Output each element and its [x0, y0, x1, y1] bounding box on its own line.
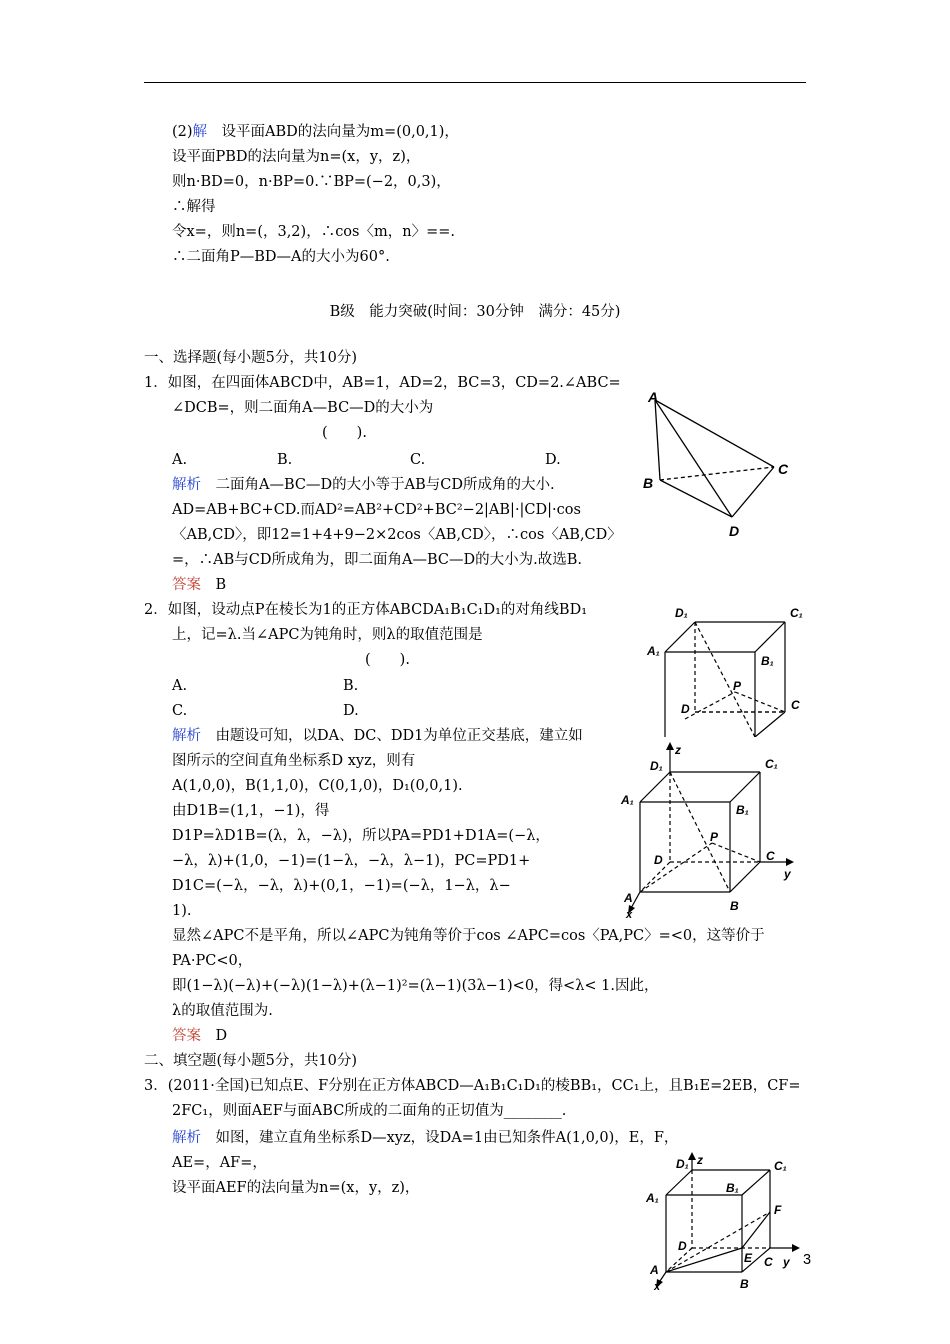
label-d: D	[681, 702, 690, 716]
q1-answer: B	[215, 577, 227, 593]
label-c1: C₁	[774, 1159, 787, 1173]
q3-line2: 2FC₁，则面AEF与面ABC所成的二面角的正切值为________.	[172, 1103, 567, 1119]
edge-ad	[655, 400, 732, 517]
label-d1: D₁	[650, 759, 663, 773]
label-y: y	[784, 867, 791, 881]
label-z: z	[697, 1153, 703, 1167]
q2-explain-line6: −λ，λ)+(1,0，−1)=(1−λ，−λ，λ−1)，PC=PD1+	[172, 853, 531, 869]
q2-option-a: A.	[172, 678, 188, 694]
edge-bd	[660, 480, 732, 517]
q2-explain-line9: 显然∠APC不是平角，所以∠APC为钝角等价于cos ∠APC=cos〈PA,PC〉=<0，这等价于	[172, 928, 765, 944]
label-d1: D₁	[676, 1157, 689, 1171]
label-z: z	[675, 743, 681, 757]
q2-paren: ( ).	[365, 652, 410, 668]
q1-line2: ∠DCB=，则二面角A—BC—D的大小为	[172, 400, 434, 416]
label-a: A	[624, 891, 633, 905]
q3-explain-text1: 如图，建立直角坐标系D—xyz，设DA=1由已知条件A(1,0,0)，E，F，	[215, 1130, 679, 1146]
q1-option-b: B.	[277, 452, 293, 468]
edge-ab	[655, 400, 660, 480]
label-d: D	[678, 1239, 687, 1253]
label-e: E	[744, 1251, 753, 1265]
label-c: C	[766, 849, 775, 863]
q3-explain-line1	[172, 1128, 678, 1148]
q2-explain-line1	[172, 726, 583, 746]
part2-line3: 则n·BD=0，n·BP=0.∵BP=(−2，0,3)，	[172, 174, 451, 190]
q3-explain-line3: 设平面AEF的法向量为n=(x，y，z)，	[172, 1180, 420, 1196]
label-b: B	[643, 475, 654, 491]
q2-explain-text1: 由题设可知，以DA、DC、DD1为单位正交基底，建立如	[215, 728, 583, 744]
label-d: D	[654, 853, 663, 867]
q1-option-a: A.	[172, 452, 188, 468]
q2-explain-line2: 图所示的空间直角坐标系D xyz，则有	[172, 753, 416, 769]
figure-cube-axes-q2	[620, 740, 810, 920]
q2-explain-line12: λ的取值范围为.	[172, 1003, 273, 1019]
q3-explain-line2: AE=，AF=，	[172, 1155, 267, 1171]
label-b1: B₁	[726, 1181, 739, 1195]
q1-line1: 1．如图，在四面体ABCD中，AB=1，AD=2，BC=3，CD=2.∠ABC=	[144, 375, 621, 391]
part2-line5: 令x=，则n=(，3,2)，∴cos〈m，n〉==.	[172, 224, 455, 240]
label-d1: D₁	[675, 606, 688, 620]
q2-line1: 2．如图，设动点P在棱长为1的正方体ABCDA₁B₁C₁D₁的对角线BD₁	[144, 602, 588, 618]
q1-explain-line1	[172, 475, 555, 495]
jiexi-label: 解析	[172, 728, 201, 744]
jiexi-label: 解析	[172, 477, 201, 493]
answer-label: 答案	[172, 1028, 201, 1044]
label-a1: A₁	[647, 644, 660, 658]
q1-explain-line2: AD=AB+BC+CD.而AD²=AB²+CD²+BC²−2|AB|·|CD|·cos	[172, 502, 581, 518]
q1-explain-line3: 〈AB,CD〉，即12=1+4+9−2×2cos〈AB,CD〉，∴cos〈AB,CD〉	[172, 527, 622, 543]
q2-explain-line7: D1C=(−λ，−λ，λ)+(0,1，−1)=(−λ，1−λ，λ−	[172, 878, 511, 894]
q1-option-c: C.	[410, 452, 426, 468]
part2-line6: ∴二面角P—BD—A的大小为60°.	[172, 249, 390, 265]
label-c1: C₁	[765, 757, 778, 771]
label-f: F	[774, 1203, 782, 1217]
edge-ac	[655, 400, 774, 467]
label-p: P	[733, 679, 742, 693]
q2-explain-line8: 1).	[172, 903, 192, 919]
edge-bc-hidden	[660, 467, 774, 480]
q2-explain-line4: 由D1B=(1,1，−1)，得	[172, 803, 330, 819]
label-c: C	[791, 698, 800, 712]
part2-line2: 设平面PBD的法向量为n=(x，y，z)，	[172, 149, 421, 165]
label-x: x	[654, 1281, 661, 1290]
level-b-heading: B级 能力突破(时间：30分钟 满分：45分)	[329, 304, 621, 320]
q2-option-b: B.	[343, 678, 359, 694]
q2-answer-line	[172, 1026, 227, 1046]
section1-title: 一、选择题(每小题5分，共10分)	[144, 350, 357, 366]
q1-explain-line4: =，∴AB与CD所成角为，即二面角A—BC—D的大小为.故选B.	[172, 552, 582, 568]
q2-explain-line5: D1P=λD1B=(λ，λ，−λ)，所以PA=PD1+D1A=(−λ，	[172, 828, 550, 844]
part2-line4: ∴解得	[172, 199, 216, 215]
q2-answer: D	[215, 1028, 228, 1044]
label-a1: A₁	[646, 1191, 659, 1205]
label-a: A	[648, 389, 659, 405]
q2-line2: 上，记=λ.当∠APC为钝角时，则λ的取值范围是	[172, 627, 483, 643]
figure-tetrahedron	[640, 385, 800, 545]
q2-option-c: C.	[172, 703, 188, 719]
label-b1: B₁	[761, 654, 774, 668]
jie-label: 解	[192, 124, 208, 140]
page-number: 3	[803, 1252, 812, 1268]
label-d: D	[729, 523, 740, 539]
q2-explain-line10: PA·PC<0，	[172, 953, 253, 969]
q2-explain-line11: 即(1−λ)(−λ)+(−λ)(1−λ)+(λ−1)²=(λ−1)(3λ−1)<0，得<λ< 1.因此，	[172, 978, 659, 994]
part2-label: (2)	[172, 124, 193, 140]
label-p: P	[710, 830, 719, 844]
label-b: B	[740, 1277, 749, 1290]
label-c: C	[778, 461, 789, 477]
label-c: C	[764, 1255, 773, 1269]
label-a1: A₁	[621, 793, 634, 807]
figure-cube-q2	[645, 597, 820, 737]
label-b1: B₁	[736, 803, 749, 817]
q1-answer-line	[172, 575, 226, 595]
jiexi-label: 解析	[172, 1130, 201, 1146]
label-b: B	[730, 899, 739, 913]
label-y: y	[783, 1255, 790, 1269]
label-a: A	[650, 1263, 659, 1277]
section2-title: 二、填空题(每小题5分，共10分)	[144, 1053, 357, 1069]
q1-option-d: D.	[545, 452, 561, 468]
header-rule	[144, 82, 806, 83]
label-x: x	[626, 909, 633, 920]
q2-option-d: D.	[343, 703, 359, 719]
part2-line1	[172, 122, 459, 142]
q1-explain-text1: 二面角A—BC—D的大小等于AB与CD所成角的大小.	[215, 477, 555, 493]
q2-explain-line3: A(1,0,0)，B(1,1,0)，C(0,1,0)，D₁(0,0,1).	[172, 778, 463, 794]
q1-paren: ( ).	[322, 425, 367, 441]
q3-line1: 3．(2011·全国)已知点E、F分别在正方体ABCD—A₁B₁C₁D₁的棱BB₁，CC₁上，且B₁E=2EB，CF=	[144, 1078, 801, 1094]
label-c1: C₁	[790, 606, 803, 620]
part2-text1: 设平面ABD的法向量为m=(0,0,1)，	[221, 124, 459, 140]
answer-label: 答案	[172, 577, 201, 593]
edge-cd	[732, 467, 774, 517]
figure-cube-q3	[640, 1150, 815, 1290]
